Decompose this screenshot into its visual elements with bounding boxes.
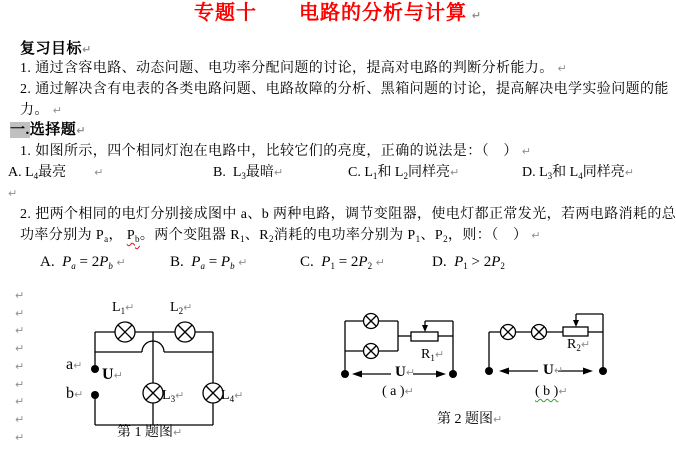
text-run: 3	[547, 171, 553, 181]
paragraph-mark-icon: ↵	[15, 324, 25, 338]
text-run: 2	[443, 234, 448, 244]
section-choice-heading	[10, 120, 86, 141]
slider-arrow-head	[422, 325, 428, 332]
text-run: D. L	[522, 165, 548, 180]
text-run: 2	[500, 261, 505, 271]
terminal-dot	[341, 370, 349, 378]
text-run: 1	[239, 234, 245, 244]
text-run: D.	[432, 254, 455, 270]
q1-option-a	[8, 163, 103, 186]
text-run: P	[220, 254, 231, 270]
text-run: 力。	[20, 103, 49, 118]
text-run: 选择题	[29, 122, 77, 138]
text-run: ( b )	[535, 384, 559, 399]
text-run	[66, 165, 94, 180]
paragraph-mark-icon: ↵	[112, 256, 126, 269]
paragraph-mark-icon: ↵	[15, 342, 25, 356]
q2-option-d	[432, 252, 505, 276]
text-run: 4	[33, 171, 39, 181]
text-run: 2	[576, 343, 581, 353]
text-run: 同样亮	[407, 165, 450, 180]
text-run: b	[108, 261, 113, 271]
paragraph-mark-icon: ↵	[15, 395, 25, 409]
paragraph-mark-icon: ↵	[527, 229, 541, 242]
text-run: 。两个变阻器 R	[139, 228, 240, 243]
paragraph-mark-icon: ↵	[15, 306, 25, 320]
figure-1-circuit	[58, 294, 268, 446]
terminal-b-dot	[91, 391, 99, 399]
figure-2-caption	[437, 412, 502, 428]
text-run: = 2	[75, 254, 100, 270]
review-goal-2	[20, 80, 669, 100]
paragraph-mark-icon: ↵	[234, 256, 248, 269]
paragraph-mark-icon: ↵	[15, 412, 25, 426]
terminal-dot	[485, 367, 493, 375]
rheostat-r1-icon	[411, 332, 438, 341]
text-run: 2	[269, 234, 274, 244]
voltage-arrow-right	[583, 368, 593, 375]
figure-2b-caption	[535, 384, 568, 400]
text-run: 2	[403, 171, 408, 181]
text-run: C.	[300, 254, 322, 270]
voltage-label-u1	[102, 367, 123, 384]
paragraph-mark-icon: ↵	[449, 166, 460, 179]
text-run: 1	[372, 171, 378, 181]
question-2-stem-line2	[20, 226, 541, 249]
text-run: =	[204, 254, 221, 270]
paragraph-mark-icon: ↵	[94, 166, 104, 179]
paragraph-mark-icon: ↵	[76, 124, 86, 137]
text-run: > 2	[467, 254, 492, 270]
text-run: 复习目标	[20, 41, 83, 57]
blank-line-mark	[8, 184, 17, 204]
paragraph-mark-icon: ↵	[15, 430, 25, 444]
text-run: ，	[108, 228, 127, 243]
text-run: 同样亮	[582, 165, 625, 180]
voltage-arrow-left	[499, 368, 509, 375]
text-run: 1. 如图所示，四个相同灯泡在电路中，比较它们的亮度，正确的说法是：（ ）	[20, 144, 518, 159]
q1-option-d	[522, 163, 634, 186]
text-run: 3	[170, 394, 176, 404]
voltage-label-u2b	[543, 362, 563, 379]
text-run: P	[62, 254, 72, 270]
terminal-a-dot	[91, 365, 99, 373]
text-run: B.	[170, 254, 192, 270]
text-run: 1. 通过含容电路、动态问题、电功率分配问题的讨论，提高对电路的判断分析能力。	[20, 61, 554, 76]
lamp-label-l1	[112, 300, 134, 319]
rheostat-label-r2	[567, 337, 590, 356]
text-run: 最亮	[38, 165, 67, 180]
paragraph-mark-icon: ↵	[234, 389, 244, 402]
text-run: 、P	[420, 228, 444, 243]
paragraph-mark-icon: ↵	[493, 413, 503, 426]
paragraph-mark-icon: ↵	[404, 385, 414, 398]
margin-paragraph-marks	[15, 287, 24, 446]
text-run: 2	[178, 306, 184, 316]
paragraph-mark-icon: ↵	[15, 359, 25, 373]
terminal-label-b	[66, 386, 83, 403]
text-run: P	[321, 254, 331, 270]
paragraph-mark-icon: ↵	[273, 166, 284, 179]
text-run: 1	[430, 353, 435, 363]
doc-title	[0, 3, 676, 26]
text-run: a	[66, 356, 74, 373]
text-run: U	[102, 366, 114, 383]
q2-option-c	[300, 252, 385, 276]
text-run: 第 1 题图	[117, 425, 173, 440]
text-run: P	[99, 254, 109, 270]
text-run: b	[135, 234, 140, 244]
terminal-dot	[449, 370, 457, 378]
paragraph-mark-icon: ↵	[372, 256, 385, 269]
review-goal-2-wrap	[20, 101, 62, 121]
paragraph-mark-icon: ↵	[466, 9, 483, 22]
text-run: b	[230, 261, 235, 271]
paragraph-mark-icon: ↵	[553, 62, 568, 75]
text-run: a	[200, 261, 205, 271]
text-run: = 2	[334, 254, 359, 270]
voltage-arrow-left	[352, 371, 362, 378]
terminal-label-a	[66, 357, 82, 374]
text-run: 4	[229, 394, 235, 404]
q2-option-b	[170, 252, 247, 276]
q1-option-b	[213, 163, 283, 186]
text-run: L	[162, 388, 171, 403]
text-run: a	[104, 234, 109, 244]
paragraph-mark-icon: ↵	[125, 301, 135, 314]
text-run: P	[126, 228, 135, 243]
voltage-arrow-right	[436, 371, 446, 378]
text-run: R	[421, 347, 431, 362]
paragraph-mark-icon: ↵	[183, 301, 193, 314]
text-run: P	[491, 254, 501, 270]
text-run: C. L	[348, 165, 373, 180]
review-goals-heading	[20, 39, 92, 60]
rheostat-r2-icon	[563, 327, 588, 336]
text-run: A. L	[8, 165, 34, 180]
paragraph-mark-icon: ↵	[434, 348, 445, 361]
text-run: 最暗	[245, 165, 274, 180]
text-run: 、R	[244, 228, 269, 243]
text-run: P	[358, 254, 368, 270]
text-run: b	[66, 385, 74, 402]
paragraph-mark-icon: ↵	[173, 426, 183, 439]
paragraph-mark-icon: ↵	[558, 385, 568, 398]
text-run: 和 L	[552, 165, 579, 180]
text-run: L	[221, 388, 230, 403]
text-run: P	[454, 254, 464, 270]
paragraph-mark-icon: ↵	[15, 377, 25, 391]
paragraph-mark-icon: ↵	[553, 364, 564, 377]
paragraph-mark-icon: ↵	[580, 338, 591, 351]
text-run: P	[191, 254, 201, 270]
text-run: 功率分别为 P	[20, 228, 105, 243]
paragraph-mark-icon: ↵	[73, 359, 83, 372]
text-run: 第 2 题图	[437, 412, 493, 427]
paragraph-mark-icon: ↵	[517, 145, 532, 158]
text-run: A.	[40, 254, 63, 270]
text-run: ，则：（ ）	[448, 228, 528, 243]
question-2-stem-line1	[20, 205, 676, 225]
text-run: 专题十 电路的分析与计算	[193, 2, 467, 24]
q2-option-a	[40, 252, 126, 276]
text-run: ( a )	[382, 384, 405, 399]
text-run: 3	[241, 171, 246, 181]
paragraph-mark-icon: ↵	[74, 388, 84, 401]
text-run: R	[567, 337, 577, 352]
paragraph-mark-icon: ↵	[175, 389, 185, 402]
lamp-label-l4	[221, 388, 243, 407]
rheostat-label-r1	[421, 347, 444, 366]
paragraph-mark-icon: ↵	[405, 366, 416, 379]
text-run: 2. 通过解决含有电表的各类电路问题、电路故障的分析、黑箱问题的讨论，提高解决电学实验问题的能	[20, 82, 669, 97]
text-run: 4	[578, 171, 583, 181]
text-run: 消耗的电功率分别为 P	[273, 228, 416, 243]
paragraph-mark-icon: ↵	[624, 166, 634, 179]
paragraph-mark-icon: ↵	[82, 43, 92, 56]
text-run: L	[112, 300, 121, 315]
q1-option-c	[348, 163, 459, 186]
figure-2a-caption	[382, 384, 414, 400]
text-run: 1	[120, 306, 126, 316]
text-run: L	[170, 300, 179, 315]
slider-arrow-head	[573, 320, 579, 327]
text-run: 一.	[10, 122, 30, 138]
paragraph-mark-icon: ↵	[15, 289, 25, 302]
text-run: 1	[463, 261, 468, 271]
paragraph-mark-icon: ↵	[8, 187, 18, 200]
text-run: 和 L	[377, 165, 404, 180]
question-1-stem	[20, 142, 531, 162]
figure-1-caption	[117, 425, 182, 441]
lamp-label-l2	[170, 300, 192, 319]
paragraph-mark-icon: ↵	[48, 104, 63, 117]
text-run: B. L	[213, 165, 242, 180]
terminal-dot	[599, 367, 607, 375]
text-run: a	[71, 261, 76, 271]
text-run: 2. 把两个相同的电灯分别接成图中 a、b 两种电路，调节变阻器，使电灯都正常发光，若两电路消耗的总	[20, 207, 676, 222]
text-run: U	[395, 364, 406, 380]
paragraph-mark-icon: ↵	[113, 369, 123, 382]
text-run: U	[543, 362, 554, 378]
review-goal-1	[20, 59, 567, 79]
text-run: 1	[415, 234, 421, 244]
text-run: 1	[330, 261, 335, 271]
lamp-label-l3	[162, 388, 184, 407]
text-run: 2	[367, 261, 373, 271]
voltage-label-u2a	[395, 364, 415, 381]
